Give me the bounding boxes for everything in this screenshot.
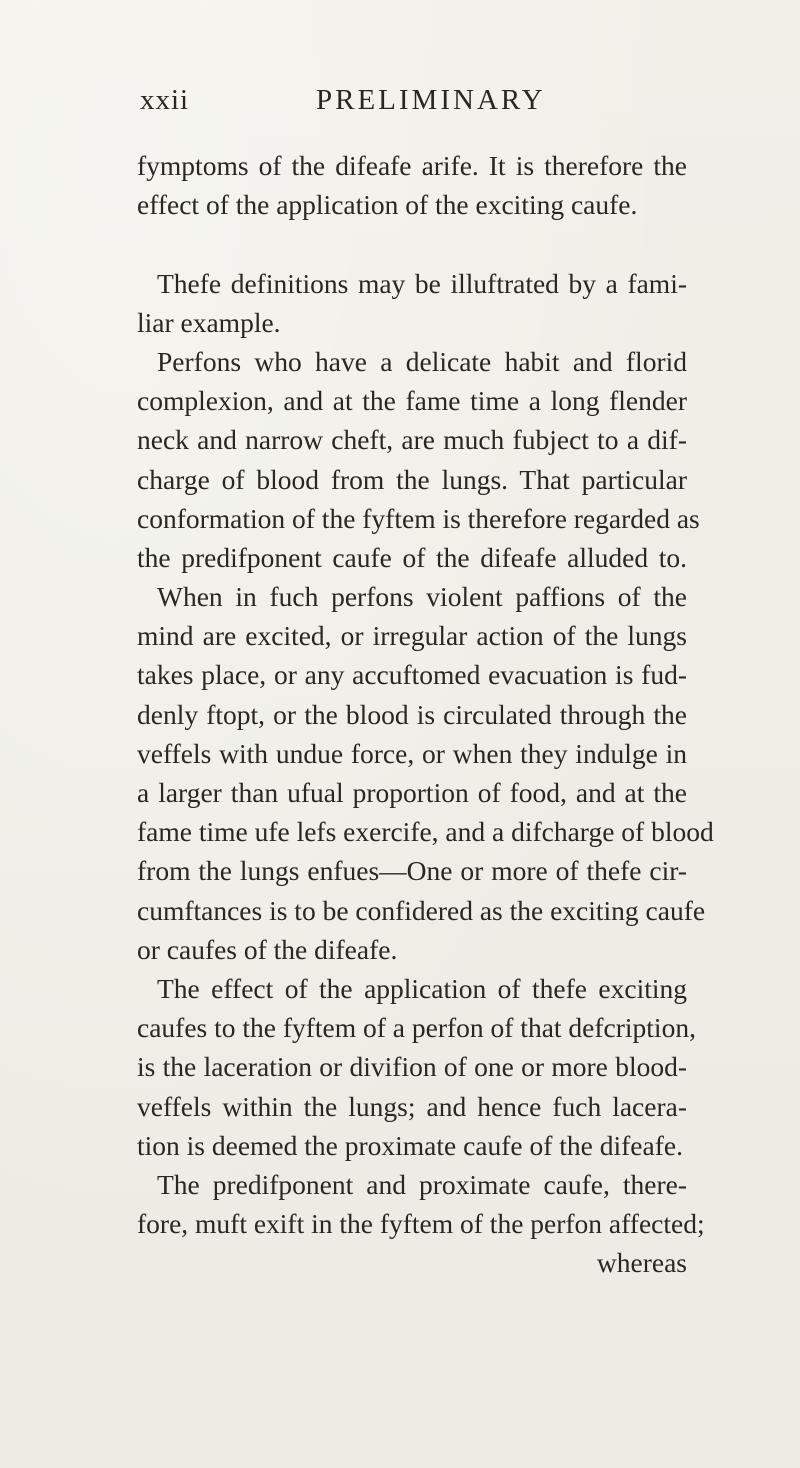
text-line: mind are excited, or irregular action of the lungs [137,620,687,652]
text-line: from the lungs enfues—One or more of thefe cir- [137,855,687,887]
text-line: effect of the application of the exciting caufe. [137,189,638,221]
body-text [137,146,714,1282]
text-line: is the laceration or divifion of one or more blood- [137,1051,687,1083]
text-line: liar example. [137,306,281,338]
text-line: tion is deemed the proximate caufe of the difeafe. [137,1129,683,1161]
paragraph-gap [137,224,687,263]
text-line: the predifponent caufe of the difeafe alluded to. [137,541,687,573]
text-line: complexion, and at the fame time a long flender [137,385,687,417]
text-line: denly ftopt, or the blood is circulated through the [137,698,687,730]
text-line: cumftances is to be confidered as the exciting caufe [137,894,706,926]
text-line: or caufes of the difeafe. [137,933,398,965]
text-line: veffels within the lungs; and hence fuch lacera- [137,1090,687,1122]
running-title: PRELIMINARY [316,84,546,116]
text-line: Perfons who have a delicate habit and florid [157,345,687,377]
text-line: fymptoms of the difeafe arife. It is therefore the [137,150,687,181]
text-line: neck and narrow cheft, are much fubject to a dif- [137,424,687,456]
text-line: caufes to the fyftem of a perfon of that defcription, [137,1012,696,1044]
page-number: xxii [140,84,190,116]
text-line: veffels with undue force, or when they indulge in [137,737,687,769]
text-line: Thefe definitions may be illuftrated by a fami- [157,267,687,299]
text-line: The effect of the application of thefe exciting [157,972,687,1004]
page-header [140,84,610,124]
text-line: takes place, or any accuftomed evacuation is fud- [137,659,687,691]
text-line: charge of blood from the lungs. That particular [137,463,687,495]
text-line: The predifponent and proximate caufe, there- [157,1168,687,1200]
text-line: fore, muft exift in the fyftem of the perfon affected; [137,1208,705,1240]
text-line: conformation of the fyftem is therefore regarded as [137,502,700,534]
text-line: When in fuch perfons violent paffions of the [157,581,687,613]
text-line: a larger than ufual proportion of food, and at the [137,777,687,808]
text-line: fame time ufe lefs exercife, and a difcharge of blood [137,816,714,848]
catchword: whereas [596,1247,687,1279]
